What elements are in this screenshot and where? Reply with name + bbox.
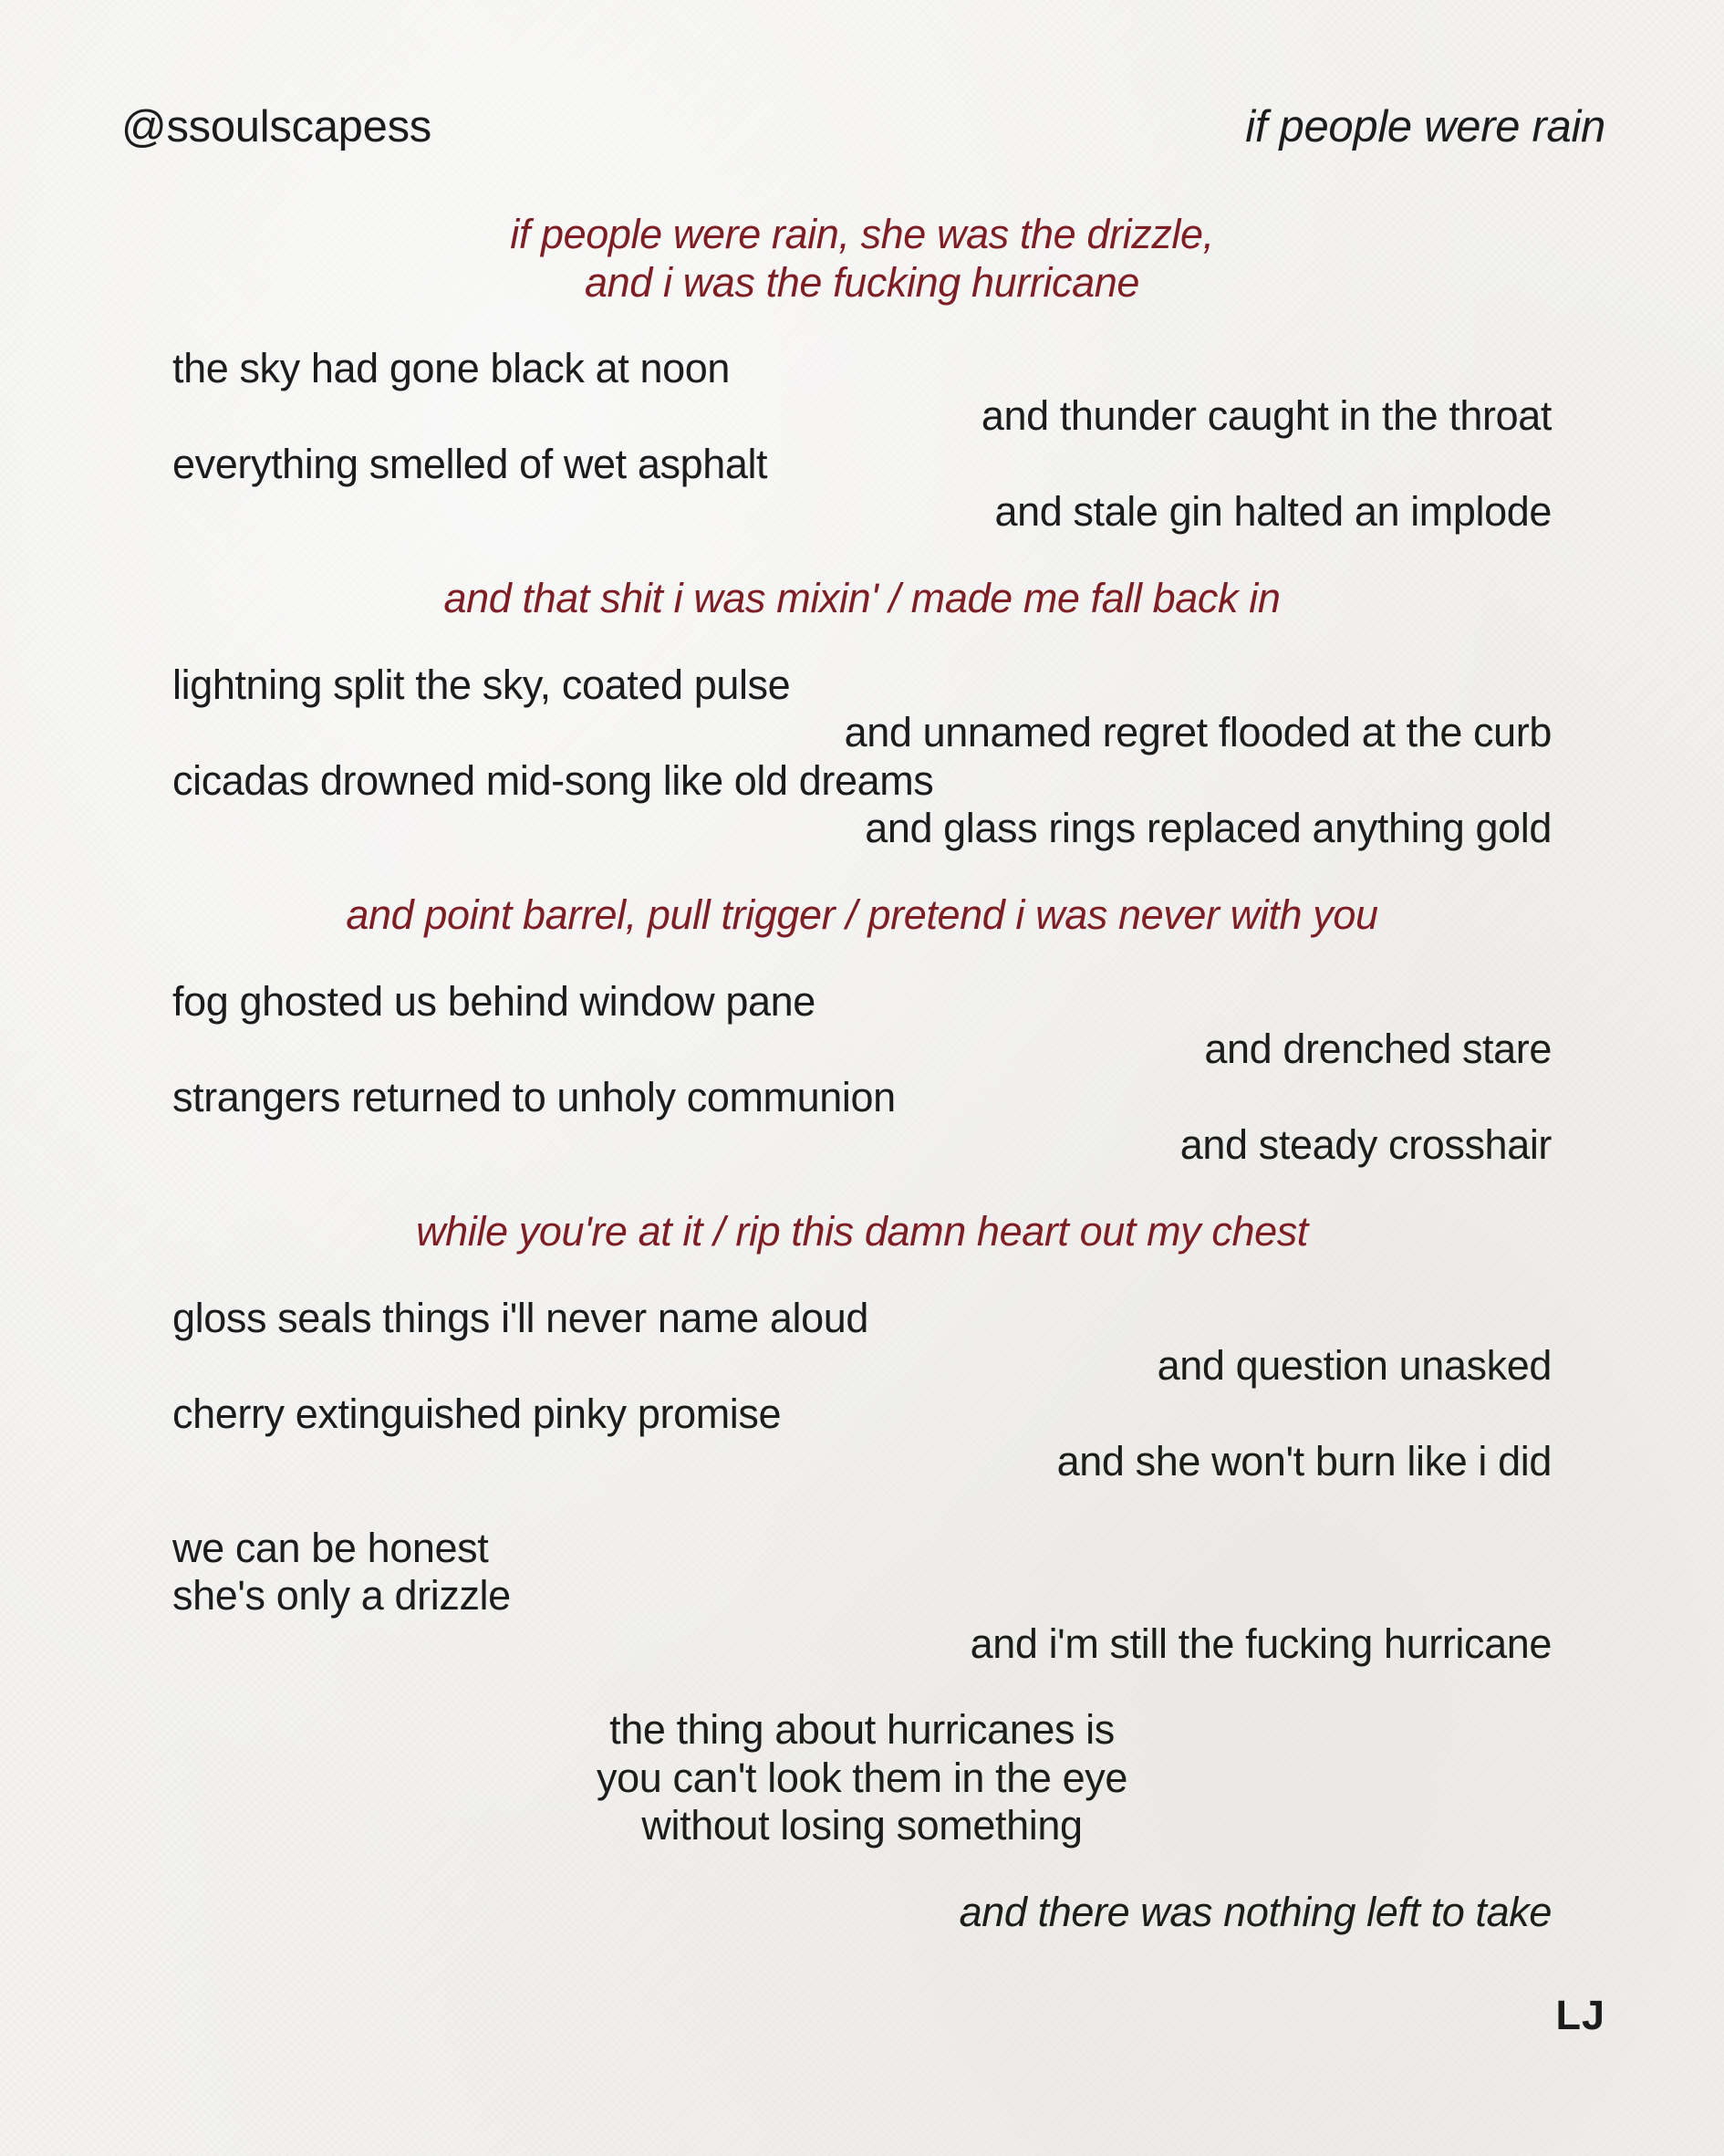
refrain-2: and point barrel, pull trigger / pretend i was never with you: [346, 891, 1378, 938]
stanza1-line-1: the sky had gone black at noon: [172, 345, 730, 391]
poem-title: if people were rain: [1245, 102, 1605, 151]
stanza5-line-2: she's only a drizzle: [172, 1572, 511, 1619]
stanza4-line-2: and question unasked: [1157, 1342, 1552, 1389]
stanza6-line-2: you can't look them in the eye: [597, 1755, 1127, 1801]
stanza2-line-4: and glass rings replaced anything gold: [865, 805, 1552, 851]
stanza2-line-3: cicadas drowned mid-song like old dreams: [172, 757, 934, 804]
refrain-3: while you're at it / rip this damn heart out my chest: [416, 1208, 1308, 1255]
stanza6-line-3: without losing something: [641, 1802, 1083, 1849]
stanza3-line-3: strangers returned to unholy communion: [172, 1074, 896, 1120]
stanza1-line-3: everything smelled of wet asphalt: [172, 441, 768, 487]
stanza5-line-3: and i'm still the fucking hurricane: [970, 1620, 1552, 1667]
stanza1-line-2: and thunder caught in the throat: [981, 392, 1552, 439]
stanza4-line-4: and she won't burn like i did: [1056, 1438, 1552, 1484]
stanza1-line-4: and stale gin halted an implode: [994, 488, 1552, 535]
stanza6-line-1: the thing about hurricanes is: [609, 1706, 1115, 1753]
epigraph-line-2: and i was the fucking hurricane: [585, 259, 1139, 306]
epigraph-line-1: if people were rain, she was the drizzle,: [510, 211, 1214, 257]
author-handle: @ssoulscapess: [121, 102, 431, 151]
stanza4-line-1: gloss seals things i'll never name aloud: [172, 1295, 869, 1341]
refrain-1: and that shit i was mixin' / made me fall back in: [443, 575, 1281, 621]
stanza3-line-4: and steady crosshair: [1179, 1121, 1552, 1168]
stanza4-line-3: cherry extinguished pinky promise: [172, 1390, 782, 1437]
stanza5-line-1: we can be honest: [172, 1525, 489, 1571]
stanza3-line-2: and drenched stare: [1204, 1026, 1552, 1072]
closing-line: and there was nothing left to take: [959, 1889, 1552, 1935]
stanza3-line-1: fog ghosted us behind window pane: [172, 978, 815, 1025]
signature: LJ: [1555, 1992, 1605, 2038]
stanza2-line-2: and unnamed regret flooded at the curb: [844, 709, 1552, 755]
stanza2-line-1: lightning split the sky, coated pulse: [172, 661, 791, 708]
